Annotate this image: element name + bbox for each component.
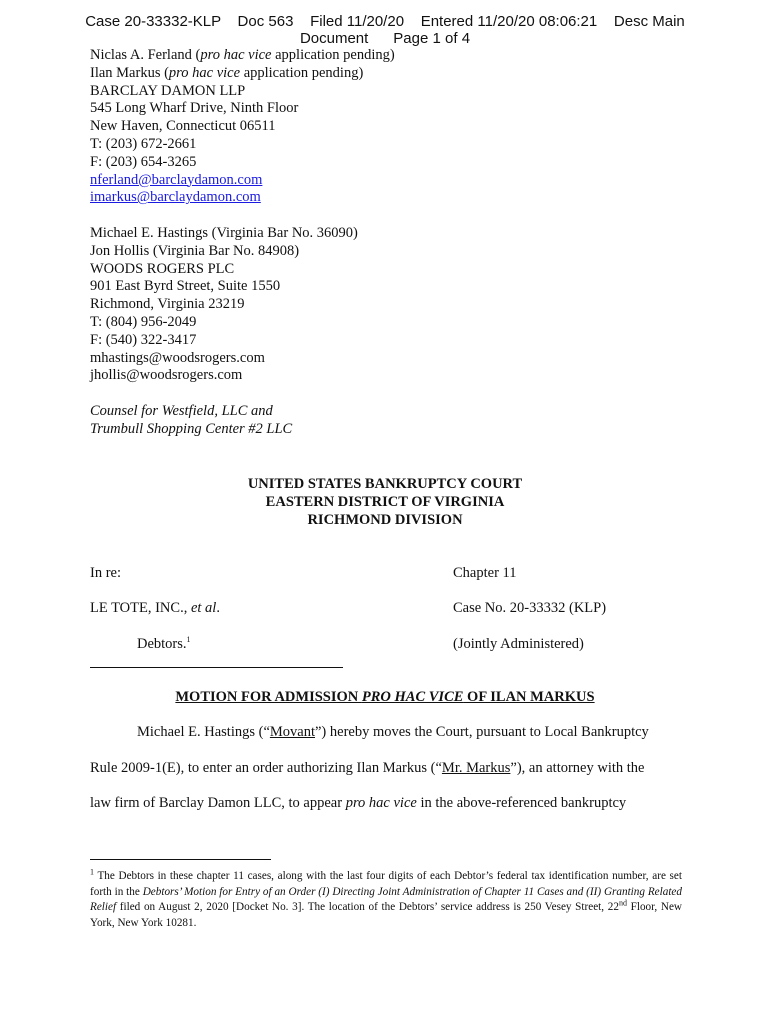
footnote-1: $^1$ The Debtors in these chapter 11 cases, along with the last four digits of each Debtor’s federal tax identification number, are set forth in the Debtors’ Motion for Entry of an Order (I) Directing Joint Administration of Chapter 11 Cases and (II) Granting Related Relief filed on August 2, 2020 [Docket No. 3]. The location of the Debtors’ service address is 250 Vesey Street, 22nd Floor, New York, New York 10281. bbox=[90, 867, 682, 929]
footnote-ref: 1 bbox=[186, 635, 191, 645]
attorney-hollis: Jon Hollis (Virginia Bar No. 84908) bbox=[90, 242, 300, 259]
caption-debtors-label: Debtors.$^1$ bbox=[137, 635, 191, 652]
counsel-block-woods bbox=[90, 225, 358, 385]
motion-body-line2: Rule 2009-1(E), to enter an order authorizing Ilan Markus (“Mr. Markus”), an attorney with the bbox=[90, 760, 645, 776]
counsel-for-line1: Counsel for Westfield, LLC and bbox=[90, 403, 273, 419]
firm-address-2: Richmond, Virginia 23219 bbox=[90, 296, 245, 313]
firm-fax: F: (203) 654-3265 bbox=[90, 153, 197, 170]
firm-phone: T: (203) 672-2661 bbox=[90, 135, 197, 152]
firm-address-1: 545 Long Wharf Drive, Ninth Floor bbox=[90, 100, 299, 117]
firm-fax: F: (540) 322-3417 bbox=[90, 331, 197, 348]
firm-name: WOODS ROGERS PLC bbox=[90, 260, 235, 277]
counsel-for bbox=[90, 403, 292, 439]
docket-header-line1: Case 20-33332-KLP Doc 563 Filed 11/20/20 Entered 11/20/20 08:06:21 Desc Main bbox=[85, 13, 685, 30]
caption-in-re: In re: bbox=[90, 565, 121, 581]
caption-debtor: LE TOTE, INC., et al. bbox=[90, 600, 220, 616]
caption-case-no: Case No. 20-33332 (KLP) bbox=[453, 600, 607, 616]
court-name: UNITED STATES BANKRUPTCY COURT bbox=[247, 476, 523, 492]
email-hastings: mhastings@woodsrogers.com bbox=[90, 349, 265, 366]
motion-body-line1: Michael E. Hastings (“Movant”) hereby moves the Court, pursuant to Local Bankruptcy bbox=[137, 724, 649, 740]
docket-header-line2: Document Page 1 of 4 bbox=[299, 30, 471, 47]
caption-jointly: (Jointly Administered) bbox=[453, 636, 584, 652]
counsel-for-line2: Trumbull Shopping Center #2 LLC bbox=[90, 420, 293, 437]
email-hollis: jhollis@woodsrogers.com bbox=[90, 367, 243, 384]
footnote-rule bbox=[90, 859, 271, 860]
caption-rule bbox=[90, 667, 343, 668]
court-district: EASTERN DISTRICT OF VIRGINIA bbox=[265, 494, 505, 510]
firm-address-2: New Haven, Connecticut 06511 bbox=[90, 118, 276, 135]
attorney-hastings: Michael E. Hastings (Virginia Bar No. 36090) bbox=[90, 225, 358, 241]
court-heading bbox=[0, 475, 770, 529]
court-division: RICHMOND DIVISION bbox=[307, 512, 463, 528]
caption-chapter: Chapter 11 bbox=[453, 565, 517, 581]
email-link-ferland[interactable]: nferland@barclaydamon.com bbox=[90, 171, 263, 188]
firm-address-1: 901 East Byrd Street, Suite 1550 bbox=[90, 278, 281, 295]
firm-phone: T: (804) 956-2049 bbox=[90, 313, 197, 330]
motion-body-line3: law firm of Barclay Damon LLC, to appear pro hac vice in the above-referenced bankruptcy bbox=[90, 795, 627, 811]
motion-title: MOTION FOR ADMISSION PRO HAC VICE OF ILAN MARKUS bbox=[175, 689, 595, 705]
attorney-ferland: Niclas A. Ferland (pro hac vice application pending) bbox=[90, 47, 395, 63]
counsel-block-barclay bbox=[90, 47, 395, 207]
attorney-markus: Ilan Markus (pro hac vice application pending) bbox=[90, 64, 364, 81]
email-link-markus[interactable]: imarkus@barclaydamon.com bbox=[90, 189, 261, 206]
firm-name: BARCLAY DAMON LLP bbox=[90, 82, 246, 99]
